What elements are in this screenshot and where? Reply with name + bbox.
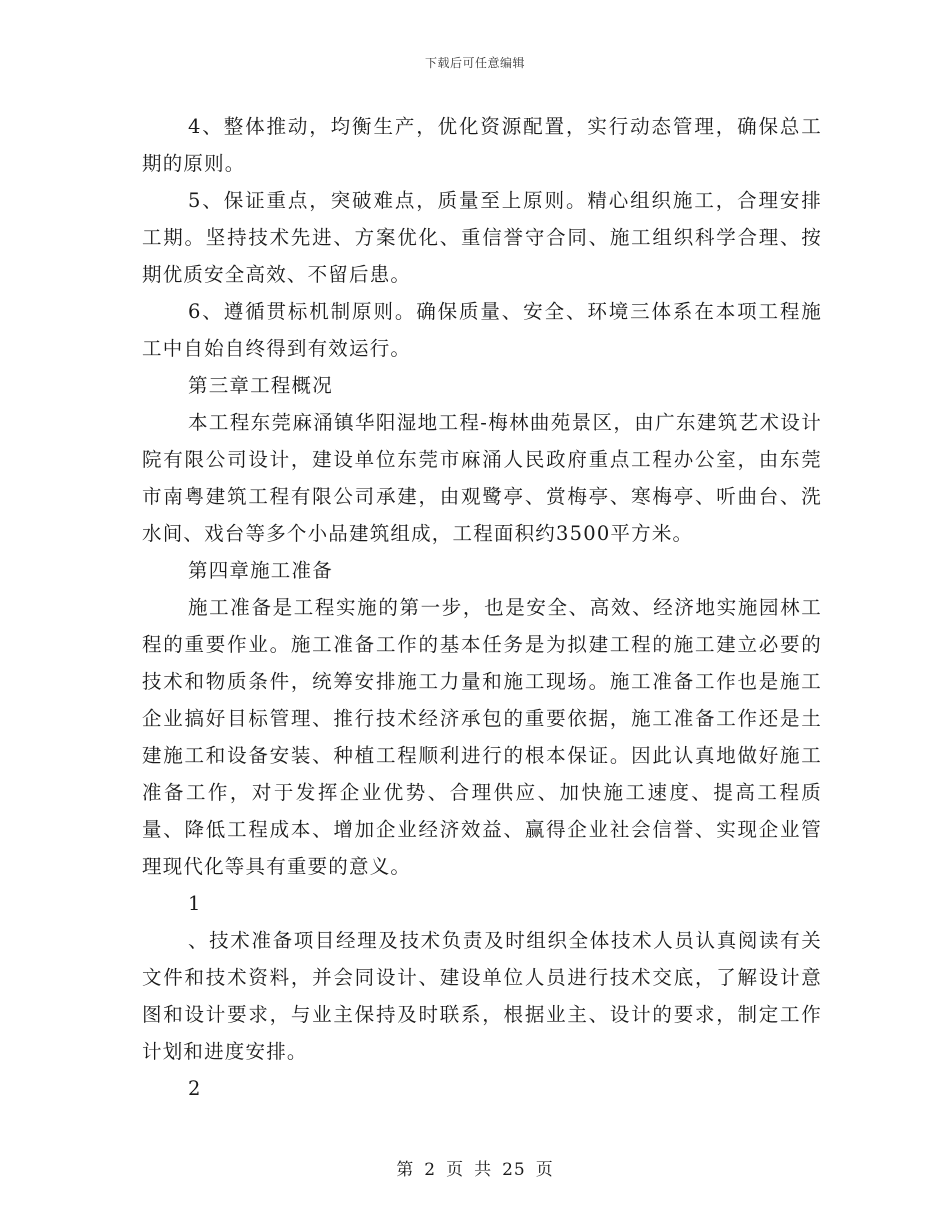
paragraph-principle-6: 6、遵循贯标机制原则。确保质量、安全、环境三体系在本项工程施工中自始自终得到有效运行。	[142, 300, 822, 360]
footer-page-number: 2	[424, 1160, 437, 1180]
footer-ye: 页	[446, 1160, 465, 1180]
paragraph-principle-4: 4、整体推动，均衡生产，优化资源配置，实行动态管理，确保总工期的原则。	[142, 115, 822, 175]
footer-total-pages: 25	[502, 1160, 526, 1180]
paragraph-principle-5: 5、保证重点，突破难点，质量至上原则。精心组织施工，合理安排工期。坚持技术先进、方案优化、重信誉守合同、施工组织科学合理、按期优质安全高效、不留后患。	[142, 189, 822, 286]
item-number-1: 1	[188, 892, 201, 915]
footer-ye-end: 页	[535, 1160, 554, 1180]
footer-di: 第	[396, 1160, 415, 1180]
chapter-heading-4: 第四章施工准备	[188, 559, 333, 582]
paragraph-project-overview: 本工程东莞麻涌镇华阳湿地工程-梅林曲苑景区，由广东建筑艺术设计院有限公司设计，建设单位东莞市麻涌人民政府重点工程办公室，由东莞市南粤建筑工程有限公司承建，由观鹭亭、赏梅亭、寒梅亭、听曲台、洗水间、戏台等多个小品建筑组成，工程面积约3500平方米。	[142, 411, 822, 545]
page-header: 下载后可任意编辑	[424, 56, 525, 70]
item-number-2: 2	[188, 1077, 201, 1100]
footer-gong: 共	[474, 1160, 493, 1180]
chapter-heading-3: 第三章工程概况	[188, 374, 333, 397]
page-footer	[0, 1155, 950, 1180]
paragraph-technical-preparation: 、技术准备项目经理及技术负责及时组织全体技术人员认真阅读有关文件和技术资料，并会同设计、建设单位人员进行技术交底，了解设计意图和设计要求，与业主保持及时联系，根据业主、设计的要求，制定工作计划和进度安排。	[142, 929, 822, 1063]
document-body	[142, 108, 822, 1107]
paragraph-construction-preparation: 施工准备是工程实施的第一步，也是安全、高效、经济地实施园林工程的重要作业。施工准备工作的基本任务是为拟建工程的施工建立必要的技术和物质条件，统筹安排施工力量和施工现场。施工准备工作也是施工企业搞好目标管理、推行技术经济承包的重要依据，施工准备工作还是土建施工和设备安装、种植工程顺利进行的根本保证。因此认真地做好施工准备工作，对于发挥企业优势、合理供应、加快施工速度、提高工程质量、降低工程成本、增加企业经济效益、赢得企业社会信誉、实现企业管理现代化等具有重要的意义。	[142, 596, 822, 878]
